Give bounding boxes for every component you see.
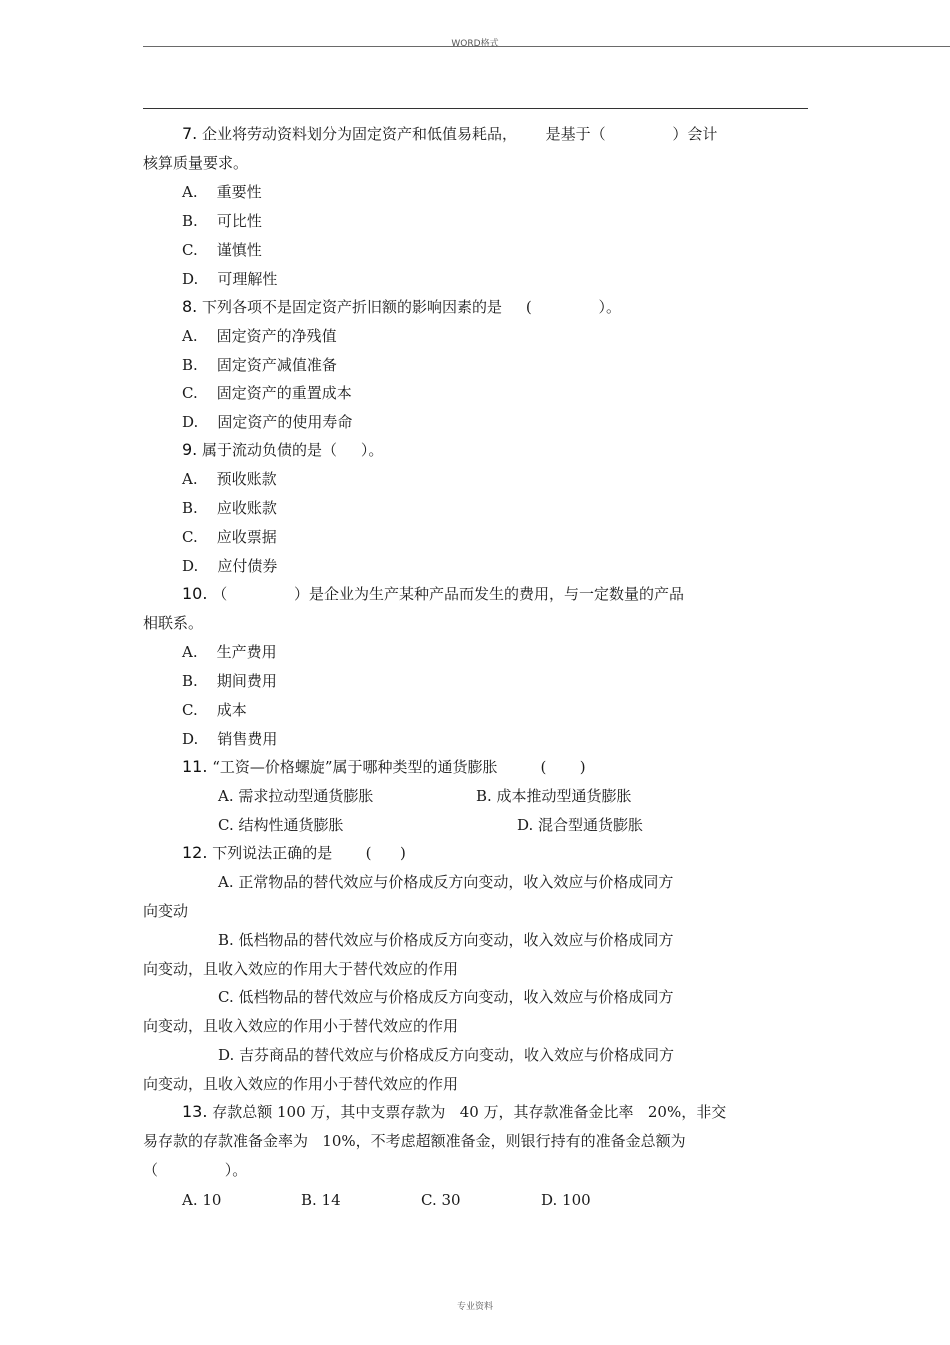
text-line — [143, 1016, 458, 1036]
line-text: B. 应收账款 — [182, 499, 277, 517]
text-line — [218, 930, 674, 950]
question-line — [182, 757, 586, 777]
question-number: 8. — [182, 297, 198, 316]
line-text: 属于流动负债的是（ ）。 — [197, 441, 384, 459]
text-line — [182, 729, 277, 749]
text-line — [143, 1131, 686, 1151]
line-text: C. 应收票据 — [182, 528, 277, 546]
text-line — [182, 1190, 221, 1210]
text-line — [517, 815, 643, 835]
text-line — [143, 153, 248, 173]
line-text: A. 需求拉动型通货膨胀 — [218, 787, 374, 805]
text-line — [182, 383, 352, 403]
line-text: D. 应付债券 — [182, 557, 278, 575]
line-text: （ ）。 — [143, 1161, 248, 1179]
line-text: D. 固定资产的使用寿命 — [182, 413, 353, 431]
text-line — [182, 527, 277, 547]
question-number: 12. — [182, 843, 208, 862]
question-line — [182, 1102, 726, 1122]
text-line — [301, 1190, 341, 1210]
question-number: 9. — [182, 440, 198, 459]
line-text: “工资—价格螺旋”属于哪种类型的通货膨胀 ( ) — [207, 758, 586, 776]
text-line — [182, 182, 262, 202]
line-text: B. 14 — [301, 1191, 341, 1209]
text-line — [541, 1190, 591, 1210]
text-line — [218, 1045, 674, 1065]
text-line — [182, 642, 277, 662]
line-text: B. 低档物品的替代效应与价格成反方向变动，收入效应与价格成同方 — [218, 931, 674, 949]
question-number: 10. — [182, 584, 208, 603]
question-number: 13. — [182, 1102, 208, 1121]
text-line — [182, 240, 262, 260]
line-text: D. 可理解性 — [182, 270, 278, 288]
line-text: 核算质量要求。 — [143, 154, 249, 172]
line-text: 下列说法正确的是 ( ) — [207, 844, 406, 862]
line-text: C. 谨慎性 — [182, 241, 262, 259]
question-number: 11. — [182, 757, 208, 776]
question-line — [182, 297, 621, 317]
text-line — [143, 901, 188, 921]
text-line — [143, 1074, 458, 1094]
text-line — [476, 786, 632, 806]
line-text: A. 重要性 — [182, 183, 262, 201]
line-text: D. 吉芬商品的替代效应与价格成反方向变动，收入效应与价格成同方 — [218, 1046, 675, 1064]
line-text: 企业将劳动资料划分为固定资产和低值易耗品， 是基于（ ）会计 — [197, 125, 718, 143]
line-text: A. 预收账款 — [182, 470, 277, 488]
line-text: 向变动，且收入效应的作用大于替代效应的作用 — [143, 960, 459, 978]
line-text: A. 10 — [182, 1191, 222, 1209]
line-text: C. 固定资产的重置成本 — [182, 384, 352, 402]
question-line — [182, 440, 383, 460]
text-line — [182, 412, 352, 432]
question-line — [182, 124, 717, 144]
text-line — [182, 556, 277, 576]
text-line — [218, 786, 373, 806]
text-line — [143, 613, 203, 633]
line-text: B. 成本推动型通货膨胀 — [476, 787, 632, 805]
question-number: 7. — [182, 124, 198, 143]
line-text: 向变动，且收入效应的作用小于替代效应的作用 — [143, 1017, 459, 1035]
page-header: WORD格式 — [451, 39, 499, 49]
text-line — [218, 815, 343, 835]
line-text: D. 销售费用 — [182, 730, 278, 748]
text-line — [421, 1190, 461, 1210]
line-text: A. 生产费用 — [182, 643, 277, 661]
line-text: A. 正常物品的替代效应与价格成反方向变动，收入效应与价格成同方 — [218, 873, 674, 891]
text-line — [182, 211, 262, 231]
text-line — [182, 469, 277, 489]
text-line — [218, 987, 673, 1007]
line-text: A. 固定资产的净残值 — [182, 327, 337, 345]
question-line — [182, 584, 684, 604]
text-line — [182, 498, 277, 518]
question-line — [182, 843, 406, 863]
content-rule — [143, 108, 808, 109]
line-text: 向变动 — [143, 902, 189, 920]
line-text: C. 低档物品的替代效应与价格成反方向变动，收入效应与价格成同方 — [218, 988, 674, 1006]
line-text: 相联系。 — [143, 614, 204, 632]
text-line — [218, 872, 673, 892]
line-text: 存款总额 100 万，其中支票存款为 40 万，其存款准备金比率 20%，非交 — [207, 1103, 727, 1121]
line-text: C. 30 — [421, 1191, 461, 1209]
line-text: 向变动，且收入效应的作用小于替代效应的作用 — [143, 1075, 459, 1093]
header-rule — [143, 46, 950, 47]
text-line — [182, 671, 277, 691]
line-text: D. 100 — [541, 1191, 591, 1209]
line-text: B. 固定资产减值准备 — [182, 356, 337, 374]
line-text: 易存款的存款准备金率为 10%，不考虑超额准备金，则银行持有的准备金总额为 — [143, 1132, 686, 1150]
line-text: C. 成本 — [182, 701, 247, 719]
page-footer: 专业资料 — [456, 1302, 493, 1312]
line-text: B. 期间费用 — [182, 672, 277, 690]
text-line — [182, 269, 277, 289]
line-text: C. 结构性通货膨胀 — [218, 816, 344, 834]
text-line — [182, 355, 337, 375]
text-line — [143, 1160, 247, 1180]
line-text: D. 混合型通货膨胀 — [517, 816, 644, 834]
text-line — [182, 326, 337, 346]
line-text: B. 可比性 — [182, 212, 262, 230]
line-text: （ ）是企业为生产某种产品而发生的费用，与一定数量的产品 — [207, 585, 684, 603]
line-text: 下列各项不是固定资产折旧额的影响因素的是 ( ）。 — [197, 298, 621, 316]
text-line — [182, 700, 247, 720]
text-line — [143, 959, 458, 979]
